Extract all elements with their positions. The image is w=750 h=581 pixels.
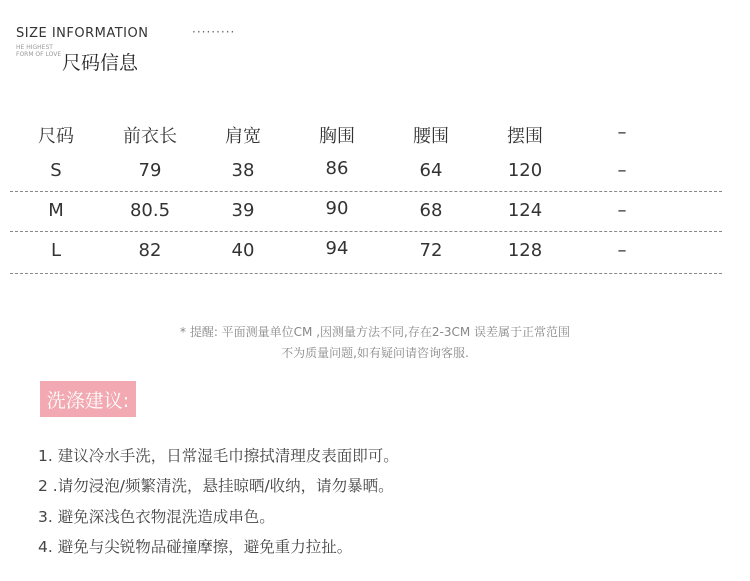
cell-shoulder: 40 (231, 240, 255, 261)
cell-length: 82 (138, 240, 162, 261)
cell-hem: 120 (507, 160, 543, 181)
header-hem: 摆围 (507, 126, 543, 147)
cell-hem: 128 (507, 240, 543, 261)
cell-waist: 68 (419, 200, 443, 221)
header-chest: 胸围 (319, 126, 355, 147)
cell-extra: – (617, 160, 627, 181)
care-instruction-4: 4. 避免与尖锐物品碰撞摩擦，避免重力拉扯。 (38, 538, 353, 556)
table-row (0, 200, 750, 230)
measurement-note-line-2: 不为质量问题,如有疑问请咨询客服. (281, 346, 469, 360)
size-information-title-cn: 尺码信息 (62, 52, 139, 74)
care-instruction-1: 1. 建议冷水手洗，日常湿毛巾擦拭清理皮表面即可。 (38, 447, 399, 465)
measurement-note-line-1: * 提醒: 平面测量单位CM ,因测量方法不同,存在2-3CM 误差属于正常范围 (180, 325, 570, 339)
header-extra: – (617, 122, 627, 143)
tagline-line-2: FORM OF LOVE (16, 51, 62, 58)
header-shoulder: 肩宽 (225, 126, 261, 147)
cell-shoulder: 38 (231, 160, 255, 181)
care-instruction-3: 3. 避免深浅色衣物混洗造成串色。 (38, 508, 275, 526)
cell-size: M (48, 200, 64, 221)
cell-length: 80.5 (129, 200, 171, 221)
table-row (0, 240, 750, 270)
cell-chest: 90 (325, 198, 349, 219)
table-row (0, 160, 750, 190)
row-divider (10, 273, 722, 274)
cell-shoulder: 39 (231, 200, 255, 221)
cell-size: L (50, 240, 62, 261)
cell-extra: – (617, 240, 627, 261)
table-header-row (0, 122, 750, 152)
tagline (16, 44, 61, 58)
header-waist: 腰围 (413, 126, 449, 147)
cell-waist: 72 (419, 240, 443, 261)
row-divider (10, 191, 722, 192)
cell-chest: 86 (325, 158, 349, 179)
washing-advice-badge: 洗涤建议: (40, 381, 136, 417)
care-instruction-2: 2 .请勿浸泡/频繁清洗，悬挂晾晒/收纳，请勿暴晒。 (38, 477, 394, 495)
tagline-line-1: HE HIGHEST (16, 44, 53, 51)
dotted-decoration: ········· (192, 25, 236, 39)
cell-chest: 94 (325, 238, 349, 259)
cell-length: 79 (138, 160, 162, 181)
size-information-title-en: SIZE INFORMATION (16, 26, 149, 41)
cell-hem: 124 (507, 200, 543, 221)
cell-waist: 64 (419, 160, 443, 181)
cell-extra: – (617, 200, 627, 221)
row-divider (10, 231, 722, 232)
cell-size: S (50, 160, 62, 181)
header-size: 尺码 (38, 126, 74, 147)
header-length: 前衣长 (123, 126, 177, 147)
